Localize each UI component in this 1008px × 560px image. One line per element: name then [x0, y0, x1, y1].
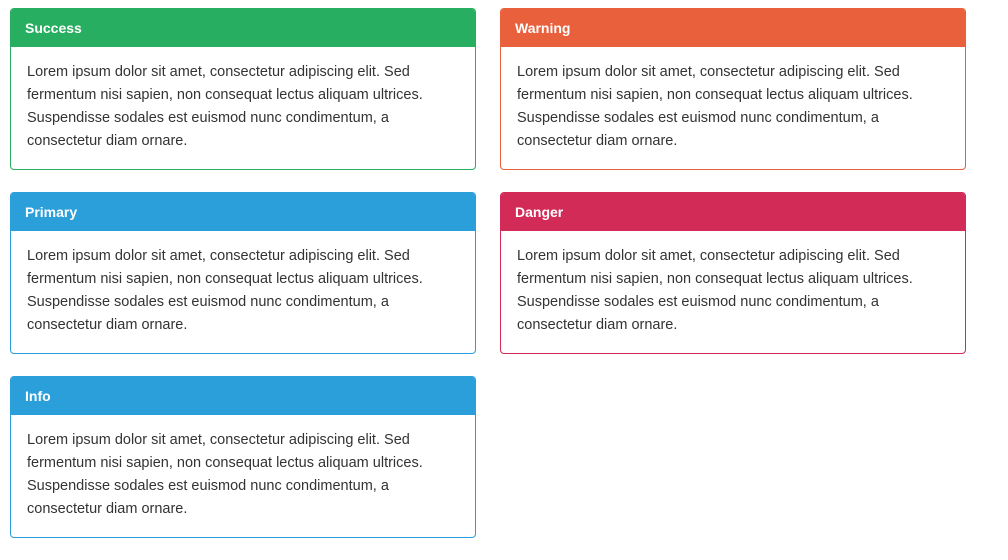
panel-primary-heading: Primary	[11, 193, 475, 231]
panel-success	[10, 8, 476, 170]
panel-warning-body: Lorem ipsum dolor sit amet, consectetur adipiscing elit. Sed fermentum nisi sapien, non consequat lectus aliquam ultrices. Suspendisse sodales est euismod nunc condimentum, a consectetur diam ornare.	[517, 64, 913, 149]
panel-success-body: Lorem ipsum dolor sit amet, consectetur adipiscing elit. Sed fermentum nisi sapien, non consequat lectus aliquam ultrices. Suspendisse sodales est euismod nunc condimentum, a consectetur diam ornare.	[27, 64, 423, 149]
panel-info-body: Lorem ipsum dolor sit amet, consectetur adipiscing elit. Sed fermentum nisi sapien, non consequat lectus aliquam ultrices. Suspendisse sodales est euismod nunc condimentum, a consectetur diam ornare.	[27, 432, 423, 517]
panel-danger-heading: Danger	[501, 193, 965, 231]
panel-primary	[10, 192, 476, 354]
panel-info-heading: Info	[11, 377, 475, 415]
panel-danger	[500, 192, 966, 354]
panel-danger-body: Lorem ipsum dolor sit amet, consectetur adipiscing elit. Sed fermentum nisi sapien, non consequat lectus aliquam ultrices. Suspendisse sodales est euismod nunc condimentum, a consectetur diam ornare.	[517, 248, 913, 333]
panel-column-left	[10, 8, 476, 560]
panel-success-heading: Success	[11, 9, 475, 47]
panel-warning	[500, 8, 966, 170]
panel-primary-body: Lorem ipsum dolor sit amet, consectetur adipiscing elit. Sed fermentum nisi sapien, non consequat lectus aliquam ultrices. Suspendisse sodales est euismod nunc condimentum, a consectetur diam ornare.	[27, 248, 423, 333]
panel-column-right	[500, 8, 966, 560]
panel-info	[10, 376, 476, 538]
panel-warning-heading: Warning	[501, 9, 965, 47]
